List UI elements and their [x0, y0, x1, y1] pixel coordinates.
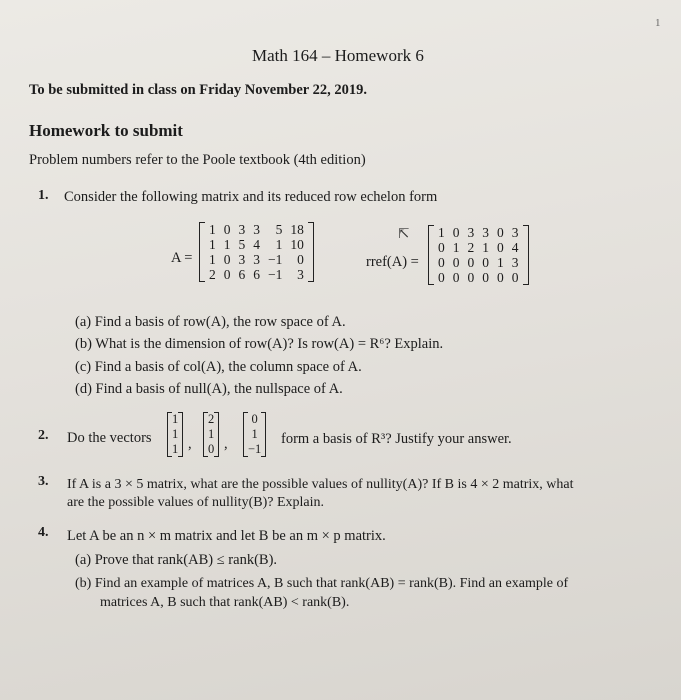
matrix-entry: 1: [209, 252, 216, 267]
matrix-entry: 1: [209, 222, 216, 237]
matrix-entry: 0: [223, 252, 231, 267]
vector-entry: 0: [208, 442, 215, 456]
matrix-entry: 0: [452, 255, 460, 270]
matrix-entry: 1: [497, 255, 504, 270]
matrix-entry: 3: [238, 252, 246, 267]
q2-number: 2.: [38, 428, 49, 443]
vector-entry: −1: [248, 442, 262, 456]
matrix-entry: 5: [238, 237, 246, 252]
q4-part-b-line-2: matrices A, B such that rank(AB) < rank(B).: [100, 595, 350, 610]
q1-part-c: (c) Find a basis of col(A), the column space of A.: [75, 359, 362, 375]
q1-text: Consider the following matrix and its reduced row echelon form: [64, 189, 438, 205]
matrix-entry: 6: [238, 267, 246, 282]
matrix-entry: 3: [482, 225, 489, 240]
q2-text-after: form a basis of R³? Justify your answer.: [281, 431, 512, 447]
matrix-entry: 0: [297, 252, 304, 267]
matrix-entry: 4: [253, 237, 260, 252]
q3-line-2: are the possible values of nullity(B)? Explain.: [67, 495, 324, 510]
vector-3: [243, 412, 266, 457]
matrix-entry: 1: [438, 225, 445, 240]
matrix-entry: 2: [467, 240, 475, 255]
vector-entry: 1: [172, 442, 179, 456]
matrix-entry: 1: [275, 237, 283, 252]
matrix-entry: 0: [482, 270, 489, 285]
matrix-entry: 1: [482, 240, 489, 255]
q4-number: 4.: [38, 525, 49, 540]
page-title: Math 164 – Homework 6: [252, 46, 424, 65]
matrix-rref: [428, 225, 529, 285]
vector-entry: 1: [172, 427, 179, 441]
matrix-entry: 6: [253, 267, 260, 282]
matrix-entry: 3: [253, 252, 260, 267]
vector-comma: ,: [224, 436, 228, 452]
q4-part-a: (a) Prove that rank(AB) ≤ rank(B).: [75, 552, 278, 568]
matrix-entry: −1: [268, 267, 283, 282]
matrix-entry: 0: [438, 255, 445, 270]
matrix-a: [199, 222, 314, 282]
vector-2: [203, 412, 219, 457]
q3-number: 3.: [38, 474, 49, 489]
matrix-entry: 0: [497, 270, 504, 285]
matrix-entry: −1: [268, 252, 283, 267]
matrix-entry: 0: [482, 255, 489, 270]
rref-label: rref(A) =: [366, 254, 419, 270]
q1-part-b: (b) What is the dimension of row(A)? Is row(A) = R⁶? Explain.: [75, 336, 444, 352]
vector-entry: 1: [172, 412, 179, 426]
vector-1: [167, 412, 183, 457]
matrix-entry: 3: [511, 225, 519, 240]
q2-text-before: Do the vectors: [67, 430, 152, 446]
q4-text: Let A be an n × m matrix and let B be an m × p matrix.: [67, 528, 386, 544]
matrix-entry: 3: [238, 222, 246, 237]
q3-line-1: If A is a 3 × 5 matrix, what are the possible values of nullity(A)? If B is 4 × 2 matrix, what: [67, 477, 574, 492]
section-heading: Homework to submit: [29, 121, 183, 140]
matrix-entry: 0: [452, 270, 460, 285]
matrix-entry: 1: [209, 237, 216, 252]
vector-comma: ,: [188, 436, 192, 452]
matrix-entry: 0: [223, 267, 231, 282]
q1-part-a: (a) Find a basis of row(A), the row space of A.: [75, 314, 346, 330]
vector-entry: 2: [208, 412, 215, 426]
matrix-entry: 0: [511, 270, 519, 285]
q1-part-d: (d) Find a basis of null(A), the nullspace of A.: [75, 381, 343, 397]
matrix-entry: 2: [209, 267, 216, 282]
textbook-note: Problem numbers refer to the Poole textbook (4th edition): [29, 152, 366, 168]
matrix-entry: 10: [290, 237, 304, 252]
matrix-entry: 0: [438, 240, 445, 255]
matrix-entry: 0: [497, 225, 504, 240]
mouse-cursor-icon: ⇱: [398, 227, 410, 242]
page-number: 1: [655, 17, 661, 29]
matrix-entry: 3: [511, 255, 519, 270]
q1-number: 1.: [38, 188, 49, 203]
matrix-entry: 3: [297, 267, 304, 282]
matrix-a-label: A =: [171, 250, 193, 266]
matrix-entry: 3: [253, 222, 260, 237]
matrix-entry: 0: [223, 222, 231, 237]
matrix-entry: 4: [511, 240, 519, 255]
matrix-entry: 0: [467, 270, 475, 285]
matrix-entry: 0: [452, 225, 460, 240]
matrix-entry: 0: [497, 240, 504, 255]
matrix-entry: 0: [438, 270, 445, 285]
matrix-entry: 18: [290, 222, 304, 237]
matrix-entry: 1: [452, 240, 460, 255]
vector-entry: 1: [251, 427, 258, 441]
matrix-entry: 3: [467, 225, 475, 240]
vector-entry: 1: [208, 427, 215, 441]
submission-note: To be submitted in class on Friday November 22, 2019.: [29, 82, 367, 98]
matrix-entry: 5: [275, 222, 283, 237]
matrix-entry: 1: [223, 237, 231, 252]
q4-part-b-line-1: (b) Find an example of matrices A, B such that rank(AB) = rank(B). Find an example of: [75, 576, 569, 591]
matrix-entry: 0: [467, 255, 475, 270]
vector-entry: 0: [251, 412, 258, 426]
